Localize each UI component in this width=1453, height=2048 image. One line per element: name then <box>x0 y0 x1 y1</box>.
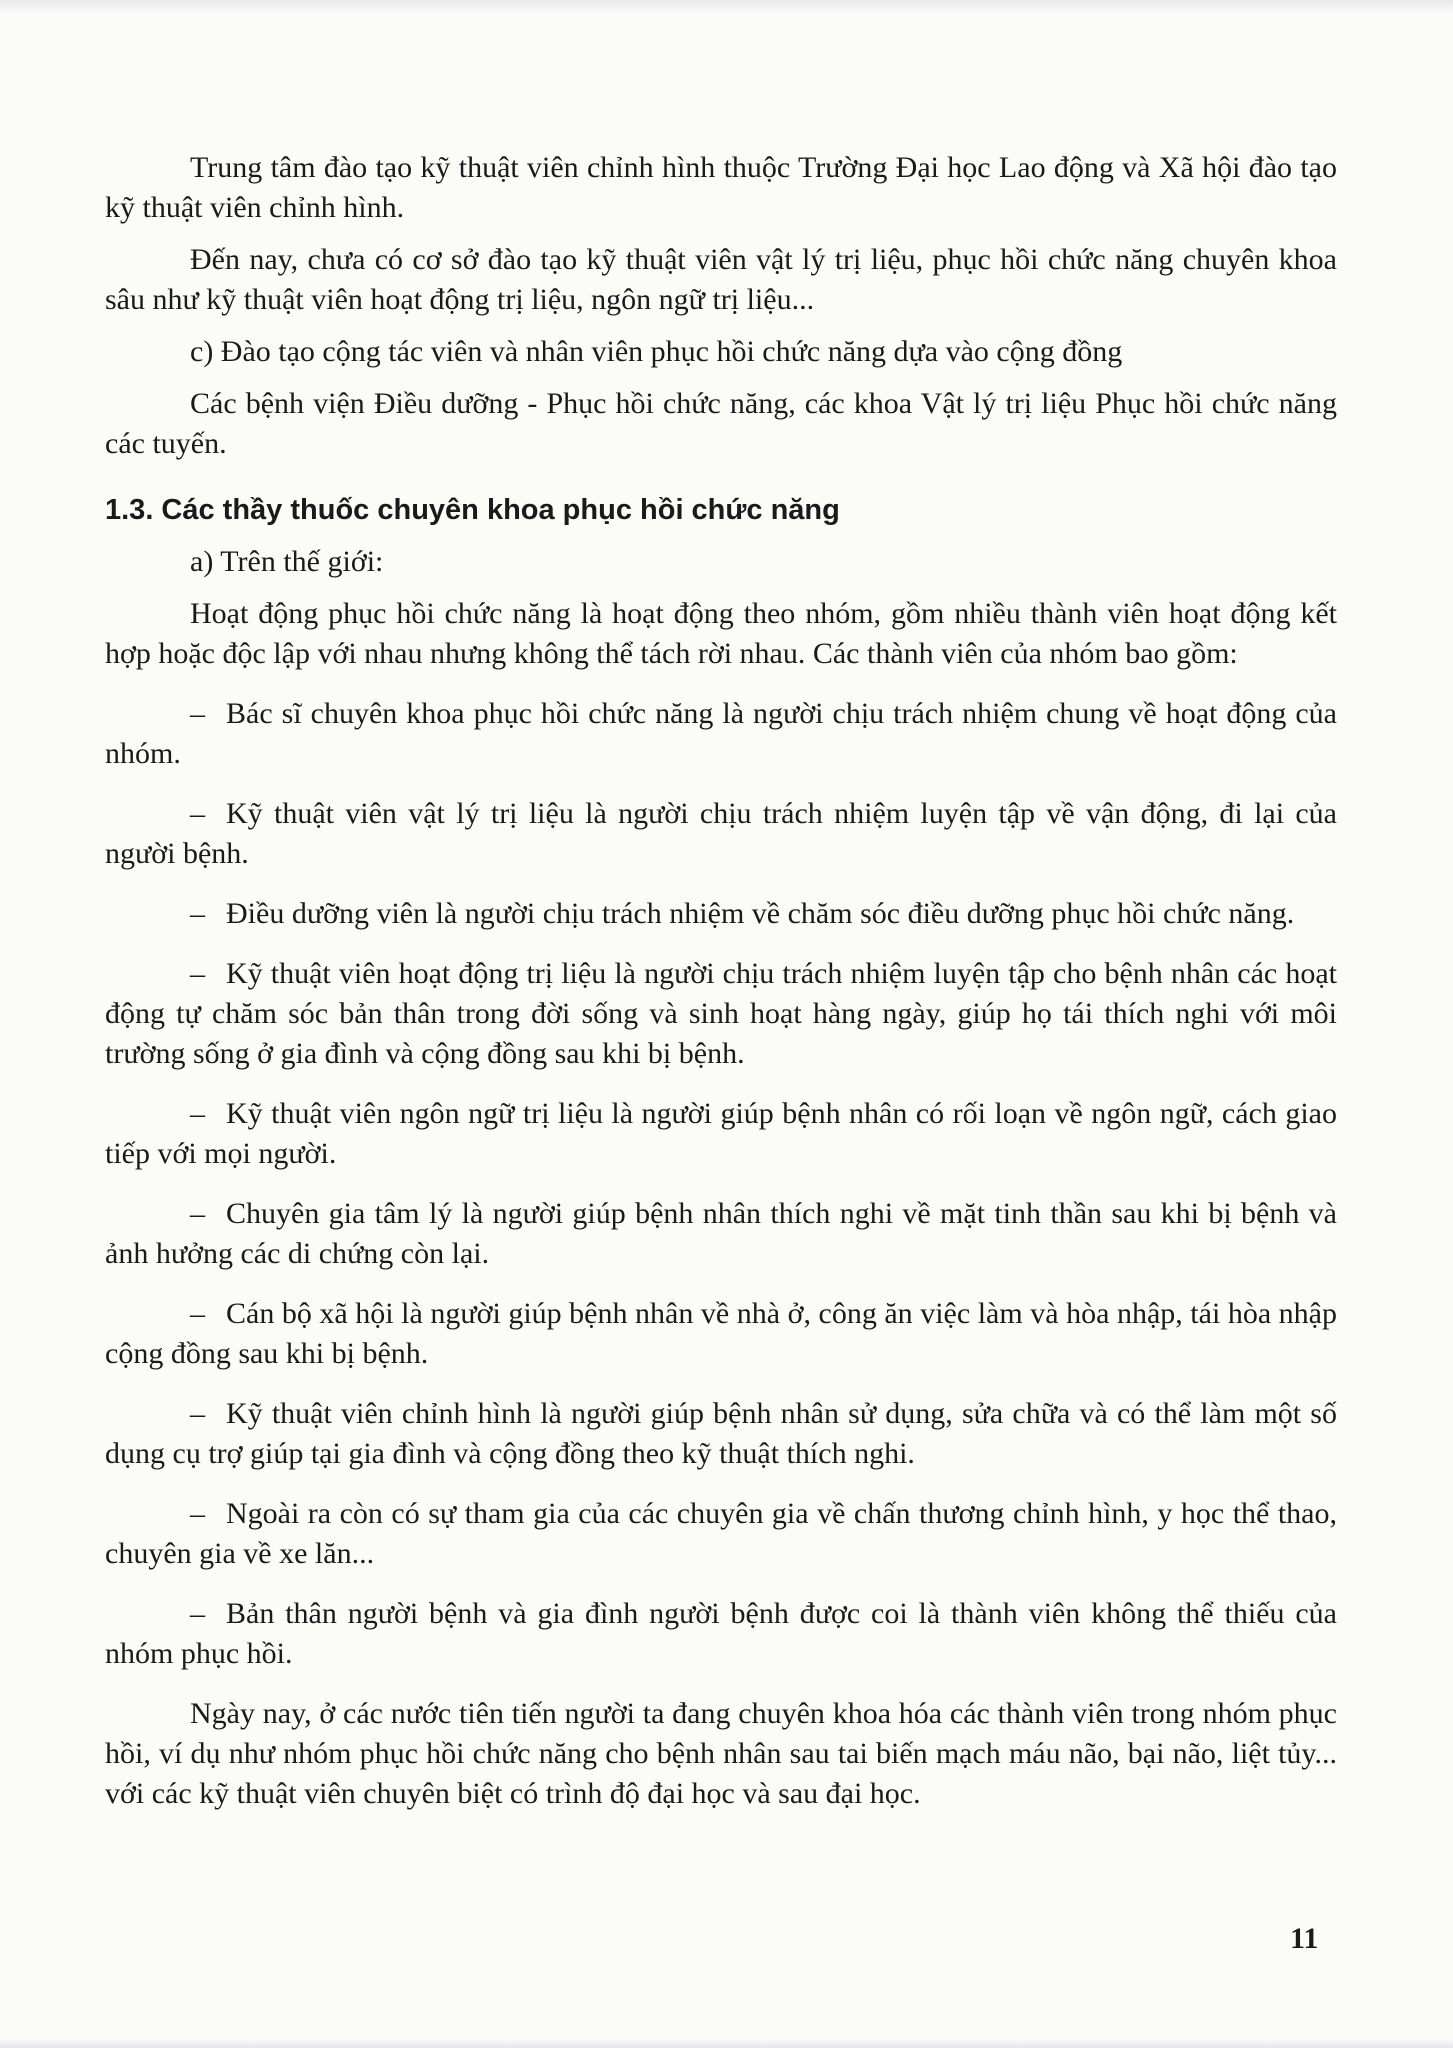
list-item <box>105 1294 1337 1374</box>
list-item-text: Bác sĩ chuyên khoa phục hồi chức năng là người chịu trách nhiệm chung về hoạt động của nhóm. <box>105 697 1337 770</box>
list-item <box>105 954 1337 1074</box>
list-item-text: Kỹ thuật viên ngôn ngữ trị liệu là người giúp bệnh nhân có rối loạn về ngôn ngữ, cách giao tiếp với mọi người. <box>105 1097 1337 1170</box>
page-number: 11 <box>1290 1922 1319 1955</box>
bullet-dash: – <box>190 1297 205 1330</box>
paragraph: Trung tâm đào tạo kỹ thuật viên chỉnh hình thuộc Trường Đại học Lao động và Xã hội đào tạo kỹ thuật viên chỉnh hình. <box>105 151 1337 224</box>
paragraph: Các bệnh viện Điều dưỡng - Phục hồi chức năng, các khoa Vật lý trị liệu Phục hồi chức năng các tuyến. <box>105 387 1337 460</box>
list-item-text: Kỹ thuật viên chỉnh hình là người giúp bệnh nhân sử dụng, sửa chữa và có thể làm một số dụng cụ trợ giúp tại gia đình và cộng đồng theo kỹ thuật thích nghi. <box>105 1397 1337 1470</box>
list-item-text: Điều dưỡng viên là người chịu trách nhiệm về chăm sóc điều dưỡng phục hồi chức năng. <box>226 897 1295 930</box>
paragraph: Đến nay, chưa có cơ sở đào tạo kỹ thuật viên vật lý trị liệu, phục hồi chức năng chuyên khoa sâu như kỹ thuật viên hoạt động trị liệu, ngôn ngữ trị liệu... <box>105 243 1337 316</box>
bullet-dash: – <box>190 797 205 830</box>
list-item-text: Ngoài ra còn có sự tham gia của các chuyên gia về chấn thương chỉnh hình, y học thể thao, chuyên gia về xe lăn... <box>105 1497 1337 1570</box>
subheading: a) Trên thế giới: <box>190 545 384 578</box>
bullet-dash: – <box>190 1197 205 1230</box>
list-item <box>105 794 1337 874</box>
list-item-text: Chuyên gia tâm lý là người giúp bệnh nhân thích nghi về mặt tinh thần sau khi bị bệnh và ảnh hưởng các di chứng còn lại. <box>105 1197 1337 1270</box>
list-item <box>105 1094 1337 1174</box>
list-item <box>105 1494 1337 1574</box>
list-item <box>105 1394 1337 1474</box>
intro-paragraph: Hoạt động phục hồi chức năng là hoạt động theo nhóm, gồm nhiều thành viên hoạt động kết hợp hoặc độc lập với nhau nhưng không thể tách rời nhau. Các thành viên của nhóm bao gồm: <box>105 597 1337 670</box>
list-item-text: Kỹ thuật viên vật lý trị liệu là người chịu trách nhiệm luyện tập về vận động, đi lại của người bệnh. <box>105 797 1337 870</box>
scan-edge-top <box>0 0 1453 14</box>
bullet-dash: – <box>190 1397 205 1430</box>
bullet-dash: – <box>190 1497 205 1530</box>
closing-paragraph: Ngày nay, ở các nước tiên tiến người ta đang chuyên khoa hóa các thành viên trong nhóm phục hồi, ví dụ như nhóm phục hồi chức năng cho bệnh nhân sau tai biến mạch máu não, bại não, liệt tủy... với các kỹ thuật viên chuyên biệt có trình độ đại học và sau đại học. <box>105 1697 1337 1810</box>
list-item-text: Bản thân người bệnh và gia đình người bệnh được coi là thành viên không thể thiếu của nhóm phục hồi. <box>105 1597 1337 1670</box>
paragraph: c) Đào tạo cộng tác viên và nhân viên phục hồi chức năng dựa vào cộng đồng <box>190 335 1123 368</box>
bullet-dash: – <box>190 1597 205 1630</box>
bullet-dash: – <box>190 1097 205 1130</box>
bullet-dash: – <box>190 897 205 930</box>
list-item-text: Cán bộ xã hội là người giúp bệnh nhân về nhà ở, công ăn việc làm và hòa nhập, tái hòa nhập cộng đồng sau khi bị bệnh. <box>105 1297 1337 1370</box>
list-item-text: Kỹ thuật viên hoạt động trị liệu là người chịu trách nhiệm luyện tập cho bệnh nhân các hoạt động tự chăm sóc bản thân trong đời sống và sinh hoạt hàng ngày, giúp họ tái thích nghi với môi trường sống ở gia đình và cộng đồng sau khi bị bệnh. <box>105 957 1337 1070</box>
bullet-dash: – <box>190 697 205 730</box>
list-item <box>105 894 1337 934</box>
bullet-dash: – <box>190 957 205 990</box>
list-item <box>105 1594 1337 1674</box>
scan-edge-bottom <box>0 2038 1453 2048</box>
list-item <box>105 1194 1337 1274</box>
section-heading: 1.3. Các thầy thuốc chuyên khoa phục hồi chức năng <box>105 494 840 526</box>
document-page <box>105 148 1337 1814</box>
list-item <box>105 694 1337 774</box>
